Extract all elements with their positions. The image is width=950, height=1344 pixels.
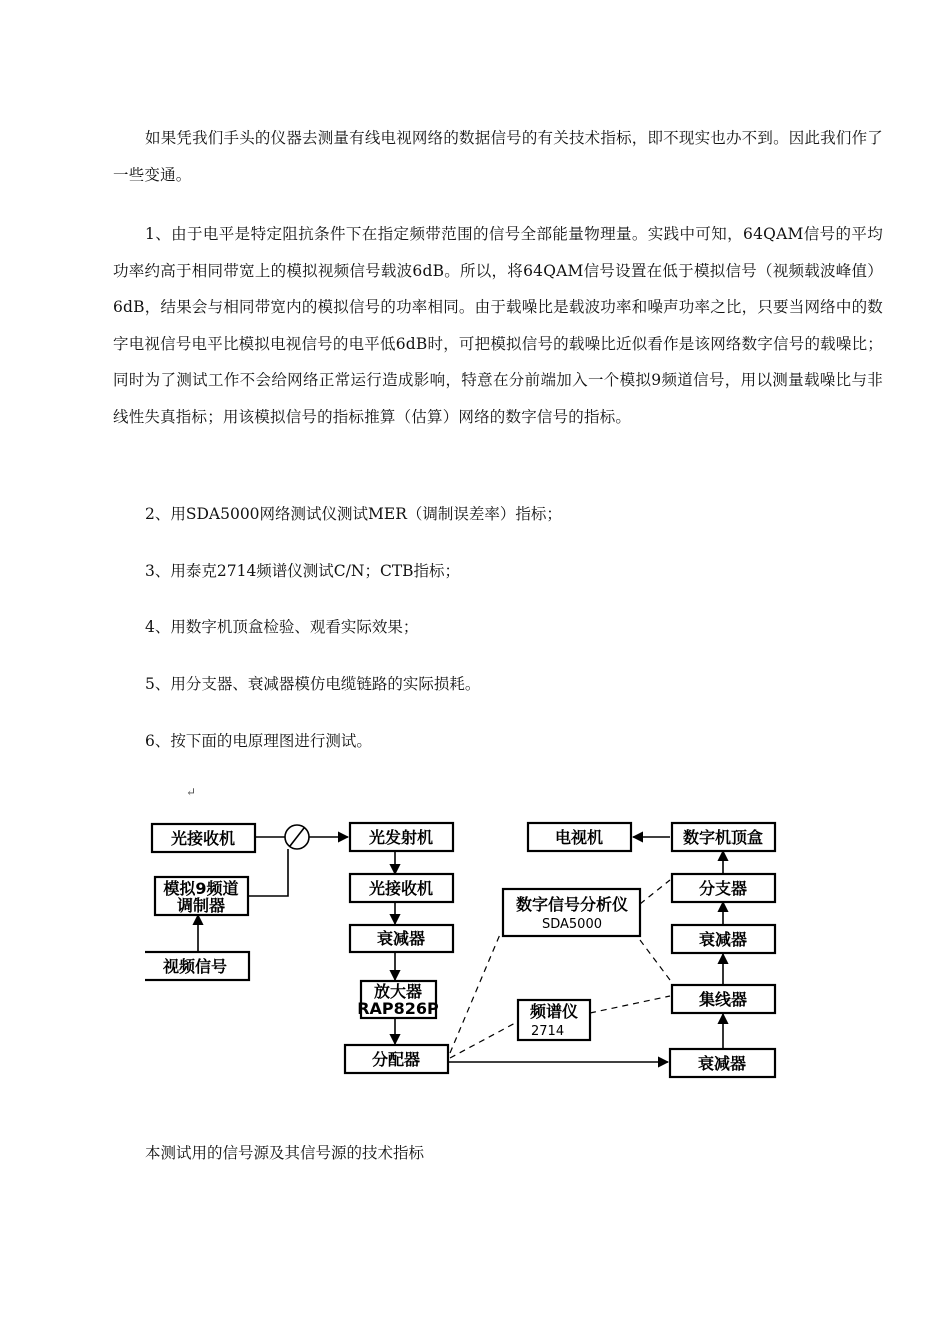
label-video-signal: 视频信号 xyxy=(162,957,228,976)
item-5-paragraph: 5、用分支器、衰减器模仿电缆链路的实际损耗。 xyxy=(145,675,481,693)
label-tv: 电视机 xyxy=(554,828,604,847)
test-circuit-diagram xyxy=(145,800,785,1100)
item-2-paragraph: 2、用SDA5000网络测试仪测试MER（调制误差率）指标； xyxy=(145,505,562,523)
signal-source-caption: 本测试用的信号源及其信号源的技术指标 xyxy=(145,1144,425,1162)
intro-paragraph: 如果凭我们手头的仪器去测量有线电视网络的数据信号的有关技术指标，即不现实也办不到。因此我们作了一些变通。 xyxy=(113,129,883,184)
label-attenuator-3: 衰减器 xyxy=(697,1054,747,1073)
label-hub: 集线器 xyxy=(698,990,748,1009)
label-optical-receiver-1: 光接收机 xyxy=(170,829,236,848)
label-analyzer-line2: SDA5000 xyxy=(541,917,603,932)
label-amplifier-line1: 放大器 xyxy=(373,982,423,1001)
label-attenuator-1: 衰减器 xyxy=(376,929,426,948)
label-modulator-line1: 模拟9频道 xyxy=(163,879,239,898)
dash-analyzer-to-hub xyxy=(640,940,670,980)
label-set-top-box: 数字机顶盒 xyxy=(682,828,764,847)
label-optical-receiver-2: 光接收机 xyxy=(368,879,434,898)
label-spectrum-line1: 频谱仪 xyxy=(529,1002,579,1021)
line-modulator-to-combiner xyxy=(248,849,288,896)
combiner-slash xyxy=(290,828,304,846)
paragraph-return-mark: ↵ xyxy=(186,785,197,799)
label-attenuator-2: 衰减器 xyxy=(698,930,748,949)
label-splitter: 分配器 xyxy=(371,1050,421,1069)
dash-splitter-to-spectrum xyxy=(450,1022,517,1058)
label-tap: 分支器 xyxy=(698,879,748,898)
item-4-paragraph: 4、用数字机顶盒检验、观看实际效果； xyxy=(145,618,419,636)
dash-spectrum-to-hub xyxy=(590,996,670,1013)
label-amplifier-line2: RAP826P xyxy=(357,999,439,1018)
item-3-paragraph: 3、用泰克2714频谱仪测试C/N；CTB指标； xyxy=(145,562,461,580)
diagram-svg xyxy=(145,800,785,1100)
label-modulator-line2: 调制器 xyxy=(176,896,226,915)
item-1-paragraph: 1、由于电平是特定阻抗条件下在指定频带范围的信号全部能量物理量。实践中可知，64QAM信号的平均功率约高于相同带宽上的模拟视频信号载波6dB。所以，将64QAM信号设置在低于模拟信号（视频载波峰值）6dB，结果会与相同带宽内的模拟信号的功率相同。由于载噪比是载波功率和噪声功率之比，只要当网络中的数字电视信号电平比模拟电视信号的电平低6dB时，可把模拟信号的载噪比近似看作是该网络数字信号的载噪比；同时为了测试工作不会给网络正常运行造成影响，特意在分前端加入一个模拟9频道信号，用以测量载噪比与非线性失真指标；用该模拟信号的指标推算（估算）网络的数字信号的指标。 xyxy=(113,225,883,426)
label-optical-transmitter: 光发射机 xyxy=(368,828,434,847)
dash-analyzer-to-tap xyxy=(640,880,670,904)
label-spectrum-line2: 2714 xyxy=(531,1024,565,1039)
item-6-paragraph: 6、按下面的电原理图进行测试。 xyxy=(145,732,372,750)
label-analyzer-line1: 数字信号分析仪 xyxy=(515,895,629,914)
